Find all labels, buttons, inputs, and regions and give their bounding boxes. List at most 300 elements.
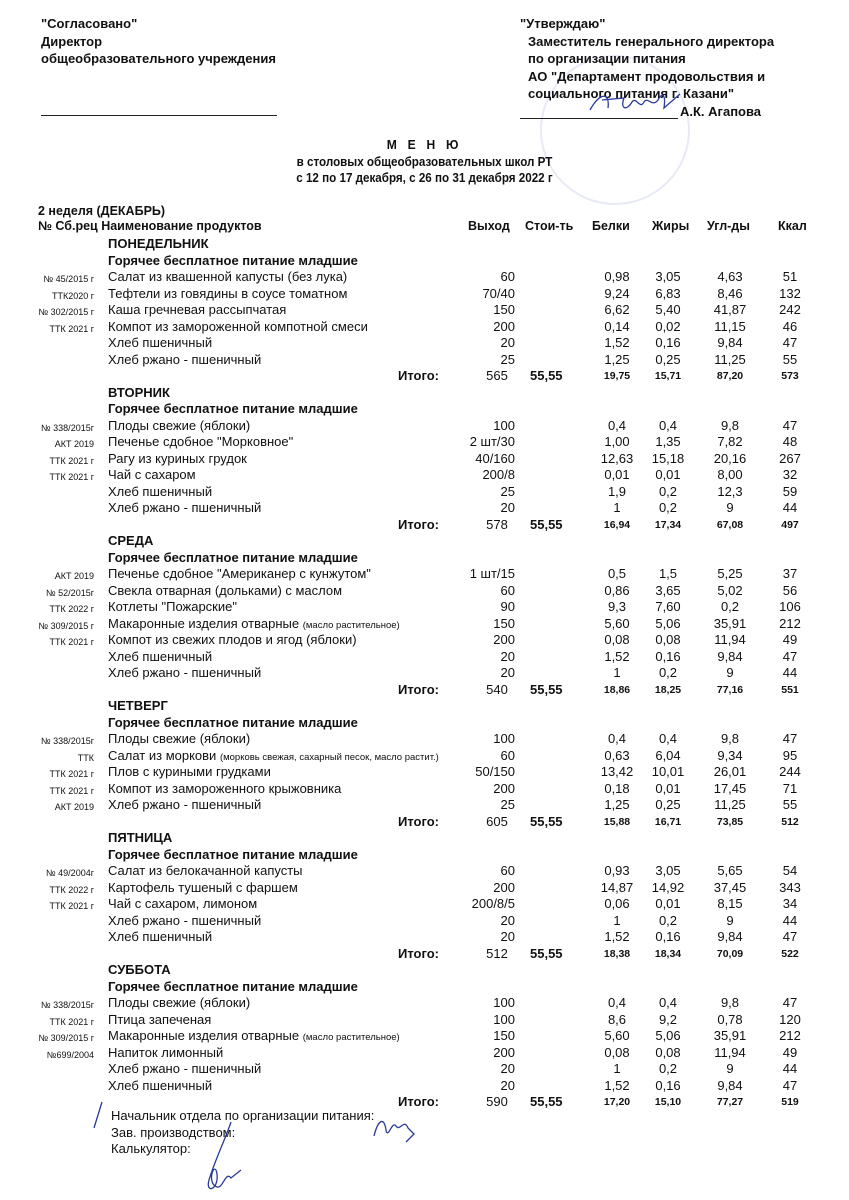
carbs-value: 4,63 — [717, 269, 743, 284]
meal-group-header — [0, 847, 849, 864]
fat-value: 0,08 — [655, 632, 681, 647]
total-protein: 18,38 — [603, 947, 631, 960]
dish-name-text: Компот из свежих плодов и ягод (яблоки) — [108, 632, 357, 647]
kcal-value: 47 — [782, 417, 798, 433]
total-row — [0, 517, 849, 534]
total-row — [0, 368, 849, 385]
total-fat: 18,34 — [654, 947, 682, 960]
footer-production-manager: Зав. производством: — [111, 1124, 236, 1140]
fat-value: 3,05 — [655, 863, 681, 878]
recipe-code: ТТК 2021 г — [49, 637, 94, 647]
recipe-code: ТТК 2021 г — [49, 323, 94, 334]
dish-name-text: Плоды свежие (яблоки) — [108, 731, 251, 746]
output-value: 100 — [493, 995, 515, 1010]
protein-value: 1,25 — [604, 351, 630, 367]
carbs-value: 20,16 — [713, 450, 747, 466]
output-value: 50/150 — [475, 764, 515, 779]
output-value: 20 — [500, 1061, 515, 1076]
protein-value: 1 — [613, 665, 621, 680]
protein-value: 1,52 — [604, 648, 630, 664]
kcal-value: 34 — [782, 896, 798, 911]
day-header — [0, 830, 849, 847]
fat-value: 0,4 — [658, 417, 678, 433]
meal-group-title: Горячее бесплатное питание младшие — [108, 252, 358, 268]
total-label: Итого: — [398, 813, 439, 829]
dish-name — [108, 352, 261, 369]
dish-name — [108, 863, 303, 880]
total-kcal: 497 — [781, 518, 799, 531]
kcal-value: 47 — [782, 648, 798, 664]
carbs-value: 35,91 — [713, 615, 747, 631]
dish-name — [108, 880, 298, 897]
protein-value: 1,52 — [604, 1077, 630, 1093]
total-kcal: 522 — [781, 947, 799, 960]
kcal-value: 55 — [782, 351, 798, 367]
kcal-value: 242 — [779, 302, 801, 317]
kcal-value: 56 — [782, 582, 798, 598]
fat-value: 0,08 — [655, 1044, 681, 1060]
protein-value: 0,4 — [607, 995, 627, 1010]
carbs-value: 35,91 — [713, 1028, 747, 1043]
recipe-code: №699/2004 — [46, 1049, 94, 1060]
kcal-value: 244 — [779, 764, 801, 779]
protein-value: 9,24 — [604, 285, 630, 301]
fat-value: 5,06 — [655, 1028, 681, 1043]
recipe-code: АКТ 2019 — [54, 439, 94, 449]
dish-name-text: Хлеб ржано - пшеничный — [108, 912, 262, 928]
total-output: 605 — [486, 813, 508, 829]
dish-name — [108, 451, 247, 468]
total-protein: 16,94 — [603, 518, 631, 531]
dish-name-text: Хлеб пшеничный — [108, 335, 213, 350]
protein-value: 8,6 — [607, 1011, 627, 1027]
menu-period: с 12 по 17 декабря, с 26 по 31 декабря 2022 г — [296, 171, 553, 185]
agreed-title: "Согласовано" — [41, 16, 138, 31]
fat-value: 0,25 — [655, 351, 681, 367]
meal-group-title: Горячее бесплатное питание младшие — [108, 714, 358, 730]
total-output: 512 — [486, 945, 508, 961]
protein-value: 6,62 — [604, 302, 630, 317]
total-cost: 55,55 — [530, 813, 563, 829]
kcal-value: 212 — [779, 615, 801, 631]
recipe-code: № 49/2004г — [46, 868, 94, 878]
protein-value: 1,00 — [604, 434, 630, 449]
dish-name — [108, 583, 342, 600]
day-title: ЧЕТВЕРГ — [108, 698, 168, 713]
agreed-organization: общеобразовательного учреждения — [41, 51, 276, 66]
total-cost: 55,55 — [530, 945, 563, 961]
table-row — [0, 781, 849, 798]
header-output: Выход — [468, 219, 510, 233]
dish-name-text: Тефтели из говядины в соусе томатном — [108, 285, 348, 301]
dish-note: (масло растительное) — [302, 619, 400, 631]
approved-organization: АО "Департамент продовольствия и — [528, 68, 766, 84]
dish-name-text: Печенье сдобное "Морковное" — [108, 434, 294, 449]
menu-table — [0, 236, 849, 1111]
carbs-value: 9,84 — [717, 929, 743, 944]
table-row — [0, 896, 849, 913]
dish-name — [108, 500, 261, 517]
protein-value: 0,01 — [604, 467, 630, 482]
output-value: 200/8/5 — [471, 896, 515, 911]
dish-name-text: Плоды свежие (яблоки) — [108, 995, 251, 1010]
output-value: 60 — [500, 747, 515, 763]
dish-name — [108, 665, 261, 682]
kcal-value: 59 — [782, 483, 798, 499]
table-row — [0, 500, 849, 517]
footer-head-of-department: Начальник отдела по организации питания: — [111, 1108, 375, 1123]
output-value: 200 — [493, 879, 515, 895]
dish-name — [108, 995, 250, 1012]
table-row — [0, 1045, 849, 1062]
dish-name-text: Напиток лимонный — [108, 1044, 224, 1060]
dish-name — [108, 896, 257, 913]
protein-value: 1 — [613, 500, 621, 515]
signature-icon — [88, 1100, 108, 1130]
output-value: 200 — [493, 1044, 515, 1060]
approved-title: "Утверждаю" — [520, 16, 606, 31]
dish-name — [108, 632, 357, 649]
total-carbs: 77,27 — [716, 1096, 744, 1108]
total-fat: 18,25 — [654, 683, 682, 696]
table-row — [0, 1012, 849, 1029]
protein-value: 9,3 — [607, 599, 627, 614]
total-kcal: 551 — [781, 683, 799, 696]
dish-name-text: Хлеб ржано - пшеничный — [108, 665, 262, 680]
dish-name-text: Картофель тушеный с фаршем — [108, 879, 298, 895]
carbs-value: 9 — [726, 500, 734, 515]
output-value: 70/40 — [482, 285, 515, 301]
menu-title-block — [30, 137, 820, 187]
kcal-value: 51 — [782, 269, 798, 284]
protein-value: 0,63 — [604, 747, 630, 763]
carbs-value: 5,25 — [717, 566, 743, 581]
table-row — [0, 913, 849, 930]
total-protein: 18,86 — [603, 683, 631, 696]
recipe-code: ТТК 2021 г — [49, 1016, 94, 1027]
carbs-value: 0,78 — [717, 1011, 743, 1027]
fat-value: 15,18 — [651, 450, 685, 466]
protein-value: 0,4 — [607, 731, 627, 746]
kcal-value: 47 — [782, 929, 798, 944]
total-row — [0, 814, 849, 831]
output-value: 20 — [500, 665, 515, 680]
day-title: ПОНЕДЕЛЬНИК — [108, 236, 209, 251]
table-row — [0, 451, 849, 468]
meal-group-header — [0, 550, 849, 567]
fat-value: 1,5 — [658, 566, 678, 581]
total-output: 578 — [486, 516, 508, 532]
output-value: 20 — [500, 929, 515, 944]
carbs-value: 9,34 — [717, 747, 743, 763]
kcal-value: 54 — [782, 863, 798, 878]
table-row — [0, 880, 849, 897]
signature-icon — [195, 1120, 255, 1200]
output-value: 200 — [493, 780, 515, 796]
dish-name-text: Хлеб ржано - пшеничный — [108, 1061, 262, 1076]
dish-name — [108, 418, 250, 435]
approval-agreed-block — [41, 15, 276, 68]
kcal-value: 95 — [782, 747, 798, 763]
agreed-position: Директор — [41, 33, 103, 49]
table-row — [0, 1028, 849, 1045]
recipe-code: № 338/2015г — [41, 736, 94, 746]
output-value: 60 — [500, 269, 515, 284]
carbs-value: 9,84 — [717, 1077, 743, 1093]
carbs-value: 9,84 — [717, 335, 743, 350]
carbs-value: 9,8 — [720, 995, 740, 1010]
carbs-value: 9 — [726, 665, 734, 680]
dish-name — [108, 434, 293, 451]
carbs-value: 7,82 — [717, 434, 743, 449]
table-row — [0, 418, 849, 435]
fat-value: 5,06 — [655, 615, 681, 631]
total-kcal: 573 — [781, 370, 799, 382]
dish-name — [108, 764, 271, 781]
protein-value: 0,14 — [604, 318, 630, 334]
meal-group-header — [0, 715, 849, 732]
carbs-value: 17,45 — [713, 780, 747, 796]
kcal-value: 46 — [782, 318, 798, 334]
dish-name-text: Хлеб пшеничный — [108, 483, 213, 499]
protein-value: 13,42 — [600, 764, 634, 779]
output-value: 60 — [500, 863, 515, 878]
meal-group-header — [0, 401, 849, 418]
protein-value: 12,63 — [600, 450, 634, 466]
dish-name — [108, 484, 212, 501]
protein-value: 1,52 — [604, 335, 630, 350]
signature-icon — [370, 1110, 420, 1146]
day-header — [0, 698, 849, 715]
kcal-value: 212 — [779, 1028, 801, 1043]
total-fat: 16,71 — [654, 815, 682, 828]
carbs-value: 9,84 — [717, 648, 743, 664]
carbs-value: 41,87 — [713, 302, 747, 317]
table-row — [0, 616, 849, 633]
dish-name — [108, 269, 347, 286]
protein-value: 1,52 — [604, 929, 630, 944]
protein-value: 14,87 — [600, 879, 634, 895]
agreed-signature-line — [41, 115, 277, 116]
protein-value: 0,4 — [607, 417, 627, 433]
dish-name — [108, 781, 341, 798]
table-row — [0, 731, 849, 748]
output-value: 200 — [493, 318, 515, 334]
dish-name-text: Макаронные изделия отварные — [108, 615, 300, 631]
table-row — [0, 319, 849, 336]
header-protein: Белки — [592, 219, 630, 233]
recipe-code: № 338/2015г — [41, 422, 94, 433]
recipe-code: ТТК2020 г — [51, 290, 94, 301]
dish-name — [108, 1078, 212, 1095]
carbs-value: 0,2 — [720, 599, 740, 614]
total-output: 565 — [486, 368, 508, 383]
protein-value: 0,93 — [604, 863, 630, 878]
protein-value: 0,06 — [604, 896, 630, 911]
recipe-code: АКТ 2019 — [54, 571, 94, 581]
dish-name-text: Хлеб пшеничный — [108, 1077, 213, 1093]
recipe-code: № 302/2015 г — [38, 307, 94, 317]
total-protein: 19,75 — [603, 370, 631, 382]
carbs-value: 8,46 — [717, 285, 743, 301]
recipe-code: ТТК 2021 г — [49, 455, 94, 466]
protein-value: 1 — [613, 1061, 621, 1076]
output-value: 20 — [500, 335, 515, 350]
dish-name — [108, 1061, 261, 1078]
dish-name — [108, 319, 368, 336]
dish-name-text: Хлеб пшеничный — [108, 648, 213, 664]
carbs-value: 11,25 — [714, 797, 746, 812]
protein-value: 0,5 — [607, 566, 627, 581]
recipe-code: ТТК 2021 г — [49, 901, 94, 911]
recipe-code: ТТК 2021 г — [49, 472, 94, 482]
total-fat: 15,10 — [654, 1096, 682, 1108]
kcal-value: 132 — [779, 285, 801, 301]
dish-name — [108, 566, 371, 583]
signature-icon — [580, 88, 690, 120]
recipe-code: ТТК 2021 г — [49, 785, 94, 796]
fat-value: 3,65 — [655, 582, 681, 598]
kcal-value: 71 — [782, 780, 798, 796]
dish-name-text: Каша гречневая рассыпчатая — [108, 302, 287, 317]
fat-value: 9,2 — [658, 1011, 678, 1027]
carbs-value: 11,94 — [714, 632, 746, 647]
fat-value: 5,40 — [655, 302, 681, 317]
total-kcal: 519 — [781, 1096, 799, 1108]
recipe-code: № 309/2015 г — [38, 1033, 94, 1043]
total-output: 590 — [486, 1094, 508, 1109]
fat-value: 14,92 — [651, 879, 685, 895]
carbs-value: 11,25 — [714, 351, 746, 367]
menu-subtitle: в столовых общеобразовательных школ РТ — [296, 154, 553, 169]
table-row — [0, 484, 849, 501]
dish-name-text: Рагу из куриных грудок — [108, 450, 247, 466]
table-row — [0, 352, 849, 369]
fat-value: 0,25 — [655, 797, 681, 812]
day-header — [0, 962, 849, 979]
dish-name — [108, 302, 286, 319]
meal-group-title: Горячее бесплатное питание младшие — [108, 978, 358, 994]
fat-value: 0,2 — [658, 483, 678, 499]
header-kcal: Ккал — [778, 219, 807, 233]
table-row — [0, 467, 849, 484]
total-row — [0, 682, 849, 699]
protein-value: 5,60 — [604, 615, 630, 631]
table-row — [0, 632, 849, 649]
fat-value: 7,60 — [655, 599, 681, 614]
kcal-value: 55 — [782, 797, 798, 812]
dish-name-text: Хлеб ржано - пшеничный — [108, 351, 262, 367]
fat-value: 0,01 — [655, 467, 681, 482]
carbs-value: 8,15 — [717, 896, 743, 911]
output-value: 100 — [493, 417, 515, 433]
output-value: 40/160 — [475, 450, 515, 466]
protein-value: 0,86 — [604, 582, 630, 598]
approved-position-2: по организации питания — [528, 51, 686, 66]
fat-value: 0,2 — [658, 912, 678, 928]
table-row — [0, 649, 849, 666]
carbs-value: 9,8 — [720, 731, 740, 746]
dish-name-text: Хлеб ржано - пшеничный — [108, 500, 262, 515]
kcal-value: 47 — [782, 335, 798, 350]
table-row — [0, 286, 849, 303]
dish-name-text: Хлеб ржано - пшеничный — [108, 797, 262, 812]
fat-value: 0,16 — [655, 335, 681, 350]
dish-name-text: Птица запеченая — [108, 1011, 212, 1027]
kcal-value: 267 — [779, 450, 801, 466]
protein-value: 0,98 — [604, 269, 630, 284]
carbs-value: 5,65 — [717, 863, 743, 878]
total-carbs: 73,85 — [716, 815, 744, 828]
table-row — [0, 1061, 849, 1078]
meal-group-header — [0, 253, 849, 270]
carbs-value: 11,15 — [714, 318, 746, 334]
approved-organization-2: социального питания г. Казани" — [528, 86, 735, 101]
output-value: 20 — [500, 648, 515, 664]
output-value: 90 — [500, 599, 515, 614]
dish-name-text: Плов с куриными грудками — [108, 764, 271, 779]
output-value: 150 — [493, 302, 515, 317]
kcal-value: 49 — [782, 1044, 798, 1060]
recipe-code: № 52/2015г — [46, 587, 94, 598]
dish-note: (масло растительное) — [302, 1032, 400, 1043]
protein-value: 1,9 — [607, 483, 627, 499]
kcal-value: 343 — [779, 879, 801, 895]
recipe-code: № 45/2015 г — [43, 274, 94, 284]
table-row — [0, 269, 849, 286]
output-value: 1 шт/15 — [469, 566, 515, 581]
carbs-value: 37,45 — [713, 879, 747, 895]
dish-name — [108, 599, 237, 616]
dish-note: (морковь свежая, сахарный песок, масло растит.) — [219, 751, 439, 763]
dish-name — [108, 467, 196, 484]
dish-name-text: Печенье сдобное "Американер с кунжутом" — [108, 566, 371, 581]
dish-name — [108, 286, 347, 303]
approved-signer-name: А.К. Агапова — [680, 103, 762, 119]
carbs-value: 9 — [726, 1061, 734, 1076]
day-header — [0, 533, 849, 550]
output-value: 2 шт/30 — [469, 434, 515, 449]
total-cost: 55,55 — [530, 681, 563, 697]
kcal-value: 47 — [782, 995, 798, 1010]
fat-value: 0,4 — [658, 995, 678, 1010]
recipe-code: № 338/2015г — [41, 1000, 94, 1010]
header-carbs: Угл-ды — [707, 219, 750, 233]
dish-name-text: Свекла отварная (дольками) с маслом — [108, 582, 343, 598]
dish-name-text: Плоды свежие (яблоки) — [108, 417, 251, 433]
dish-name-text: Салат из моркови — [108, 747, 217, 763]
table-row — [0, 748, 849, 765]
output-value: 20 — [500, 912, 515, 928]
day-title: СРЕДА — [108, 533, 154, 548]
carbs-value: 26,01 — [713, 764, 747, 779]
table-row — [0, 665, 849, 682]
recipe-code: № 309/2015 г — [38, 620, 94, 631]
output-value: 150 — [493, 1028, 515, 1043]
dish-name — [108, 335, 212, 352]
protein-value: 1 — [613, 912, 621, 928]
fat-value: 0,2 — [658, 500, 678, 515]
fat-value: 0,01 — [655, 896, 681, 911]
dish-name — [108, 1045, 223, 1062]
meal-group-title: Горячее бесплатное питание младшие — [108, 401, 358, 416]
day-title: СУББОТА — [108, 962, 171, 977]
table-row — [0, 566, 849, 583]
dish-name — [108, 929, 212, 946]
total-carbs: 70,09 — [716, 947, 744, 960]
fat-value: 0,2 — [658, 665, 678, 680]
total-label: Итого: — [398, 368, 439, 383]
